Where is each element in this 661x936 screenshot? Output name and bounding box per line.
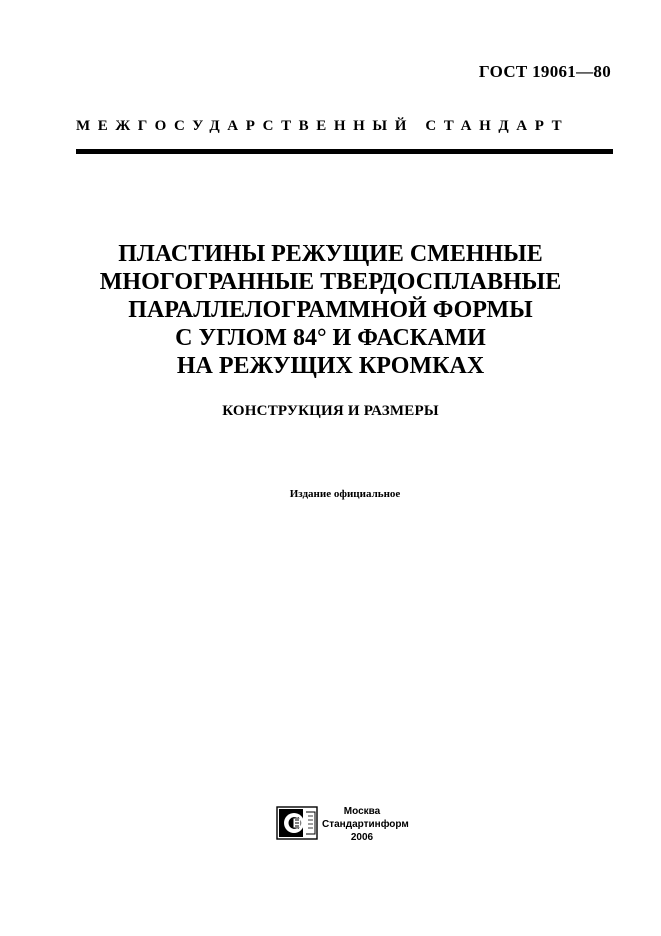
publisher-block — [322, 805, 409, 844]
document-number: ГОСТ 19061—80 — [478, 62, 611, 81]
standartinform-logo-icon — [276, 806, 318, 840]
edition-label: Издание официальное — [289, 488, 401, 500]
title-line: НА РЕЖУЩИХ КРОМКАХ — [176, 353, 485, 379]
publisher-city: Москва — [343, 806, 381, 817]
standard-type-heading: МЕЖГОСУДАРСТВЕННЫЙ СТАНДАРТ — [76, 118, 570, 134]
title-line: С УГЛОМ 84° И ФАСКАМИ — [175, 325, 486, 351]
publisher-year: 2006 — [350, 832, 374, 843]
document-title — [0, 240, 661, 380]
document-subtitle: КОНСТРУКЦИЯ И РАЗМЕРЫ — [222, 403, 439, 419]
title-line: МНОГОГРАННЫЕ ТВЕРДОСПЛАВНЫЕ — [99, 269, 562, 295]
header-rule — [76, 149, 613, 154]
title-line: ПАРАЛЛЕЛОГРАММНОЙ ФОРМЫ — [128, 297, 533, 323]
title-line: ПЛАСТИНЫ РЕЖУЩИЕ СМЕННЫЕ — [118, 241, 543, 267]
publisher-name: Стандартинформ — [322, 819, 409, 830]
